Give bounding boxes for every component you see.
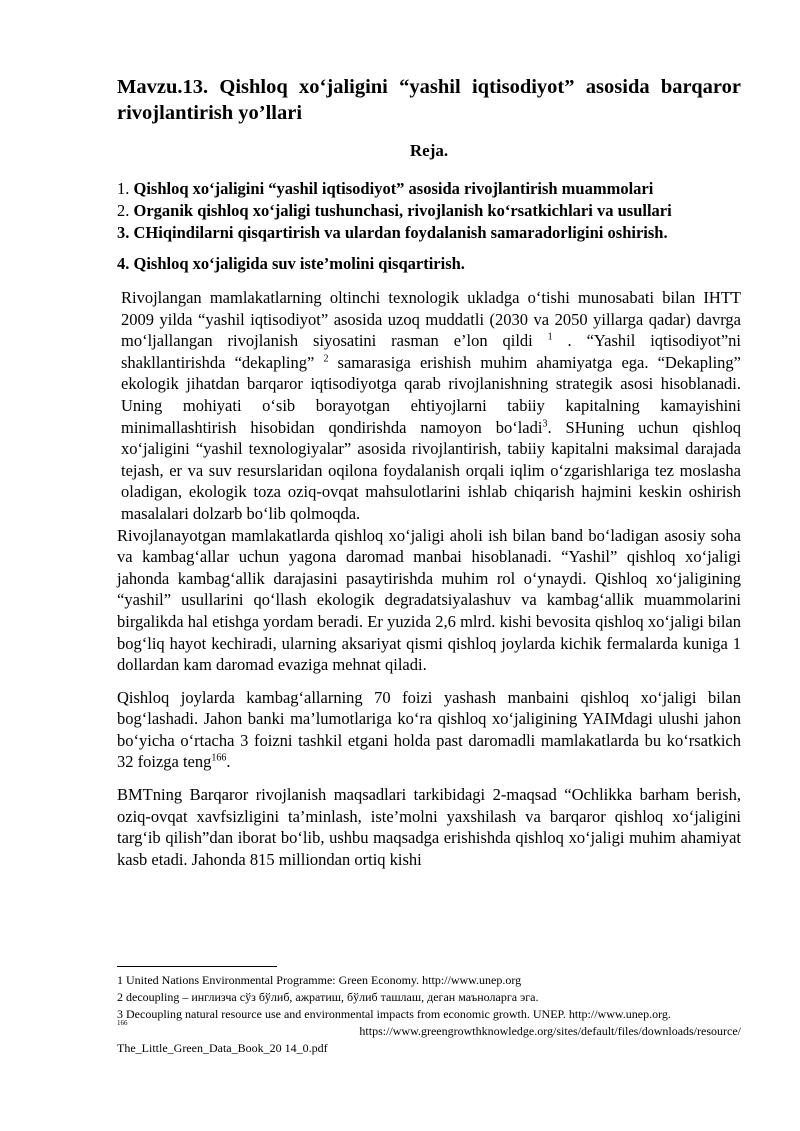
plan-item-1-number: 1.: [117, 179, 134, 198]
footnote-166: [117, 1019, 741, 1040]
footnote-2: 2 decoupling – инглизча сўз бўлиб, ажратиш, бўлиб ташлаш, деган маъноларга эга.: [117, 990, 539, 1004]
footnote-166-link[interactable]: https://www.greengrowthknowledge.org/sites/default/files/downloads/resource/: [359, 1024, 741, 1038]
paragraph-2: Rivojlanayotgan mamlakatlarda qishloq xo‘jaligi aholi ish bilan band bo‘ladigan asosiy soha va kambag‘allar uchun yagona daromad manbai hisoblanadi. “Yashil” qishloq xo‘jaligi jahonda kambag‘allik darajasini pasaytirishda muhim rol o‘ynaydi. Qishloq xo‘jaligining “yashil” usullarini qo‘llash ekologik degradatsiyalashuv va kambag‘allik muammolarini birgalikda hal etishga yordam beradi. Er yuzida 2,6 mlrd. kishi bevosita qishloq xo‘jaligi bilan bog‘liq hayot kechiradi, ularning aksariyat qismi qishloq joylarda kichik fermalarda kuniga 1 dollardan kam daromad evaziga mehnat qiladi.: [117, 525, 741, 675]
plan-item-3: [117, 222, 741, 244]
plan-item-1: [117, 178, 741, 200]
paragraph-1-text-b: . “Yashil iqtisodiyot”ni shakllantirishda “dekapling”: [121, 331, 741, 372]
footnote-166-number: 166: [117, 1019, 128, 1027]
footnotes: [117, 972, 741, 1057]
plan-item-4: [117, 253, 741, 275]
paragraph-1-text-a: Rivojlangan mamlakatlarning oltinchi texnologik ukladga o‘tishi munosabati bilan IHTT 2009 yilda “yashil iqtisodiyot” asosida uzoq muddatli (2030 va 2050 yillarga qadar) davrga mo‘ljallangan rivojlanish siyosatini rasman e’lon qildi: [121, 288, 741, 351]
plan-item-2: [117, 200, 741, 222]
footnote-ref-2: 2: [323, 353, 329, 365]
plan-item-4-text: 4. Qishloq xo‘jaligida suv iste’molini qisqartirish.: [117, 254, 465, 273]
paragraph-3: [117, 687, 741, 773]
footnote-ref-166: 166: [211, 752, 227, 764]
footnote-1: 1 United Nations Environmental Programme: Green Economy. http://www.unep.org: [117, 973, 522, 987]
footnote-ref-3: 3: [542, 418, 548, 430]
paragraph-3-text-b: .: [226, 752, 231, 772]
footnote-166-continuation: The_Little_Green_Data_Book_20 14_0.pdf: [117, 1041, 328, 1055]
page-title: Mavzu.13. Qishloq xo‘jaligini “yashil iqtisodiyot” asosida barqaror rivojlantirish yo’llari: [117, 76, 741, 124]
body-text: [117, 287, 741, 870]
paragraph-4: BMTning Barqaror rivojlanish maqsadlari tarkibidagi 2-maqsad “Ochlikka barham berish, oziq-ovqat xavfsizligini ta’minlash, iste’molni yaxshilash va barqaror qishloq xo‘jaligini targ‘ib qilish”dan iborat bo‘lib, ushbu maqsadga erishishda qishloq xo‘jaligi muhim ahamiyat kasb etadi. Jahonda 815 milliondan ortiq kishi: [117, 785, 741, 869]
paragraph-1-text-c: samarasiga erishish muhim ahamiyatga ega. “Dekapling” ekologik jihatdan barqaror iqtisodiyotga qarab rivojlanishning strategik asosi hisoblanadi. Uning mohiyati o‘sib borayotgan ehtiyojlarni tabiiy kapitalning kamayishini minimallashtirish hisobidan qondirishda namoyon bo‘ladi: [121, 352, 741, 437]
page-content: [117, 74, 741, 870]
footnote-separator: [117, 966, 277, 967]
plan-item-1-text: Qishloq xo‘jaligini “yashil iqtisodiyot” asosida rivojlantirish muammolari: [133, 179, 654, 198]
footnote-ref-1: 1: [547, 331, 553, 343]
paragraph-1-text-d: . SHuning uchun qishloq xo‘jaligini “yashil texnologiyalar” asosida rivojlantirish, tabiiy kapitalni maksimal darajada tejash, er va suv resurslaridan oqilona foydalanish orqali iqlim o‘zgarishlariga tez moslasha oladigan, ekologik toza oziq-ovqat mahsulotlarini ishlab chiqarish hajmini keskin oshirish masalalari dolzarb bo‘lib qolmoqda.: [121, 417, 741, 523]
paragraph-3-text-a: Qishloq joylarda kambag‘allarning 70 foizi yashash manbaini qishloq xo‘jaligi bilan bog‘lashadi. Jahon banki ma’lumotlariga ko‘ra qishloq xo‘jaligining YAIMdagi ulushi jahon bo‘yicha o‘rtacha 3 foizni tashkil etgani holda past daromadli mamlakatlarda bu ko‘rsatkich 32 foizga teng: [117, 687, 741, 772]
plan-heading: Reja.: [409, 141, 449, 160]
paragraph-1: [117, 287, 741, 525]
plan-list: [117, 178, 741, 275]
footnote-3: 3 Decoupling natural resource use and environmental impacts from economic growth. UNEP. http://www.unep.org.: [117, 1007, 671, 1021]
plan-item-2-number: 2.: [117, 201, 134, 220]
plan-item-3-text: 3. CHiqindilarni qisqartirish va ulardan foydalanish samaradorligini oshirish.: [117, 223, 668, 242]
plan-item-2-text: Organik qishloq xo‘jaligi tushunchasi, rivojlanish ko‘rsatkichlari va usullari: [133, 201, 672, 220]
